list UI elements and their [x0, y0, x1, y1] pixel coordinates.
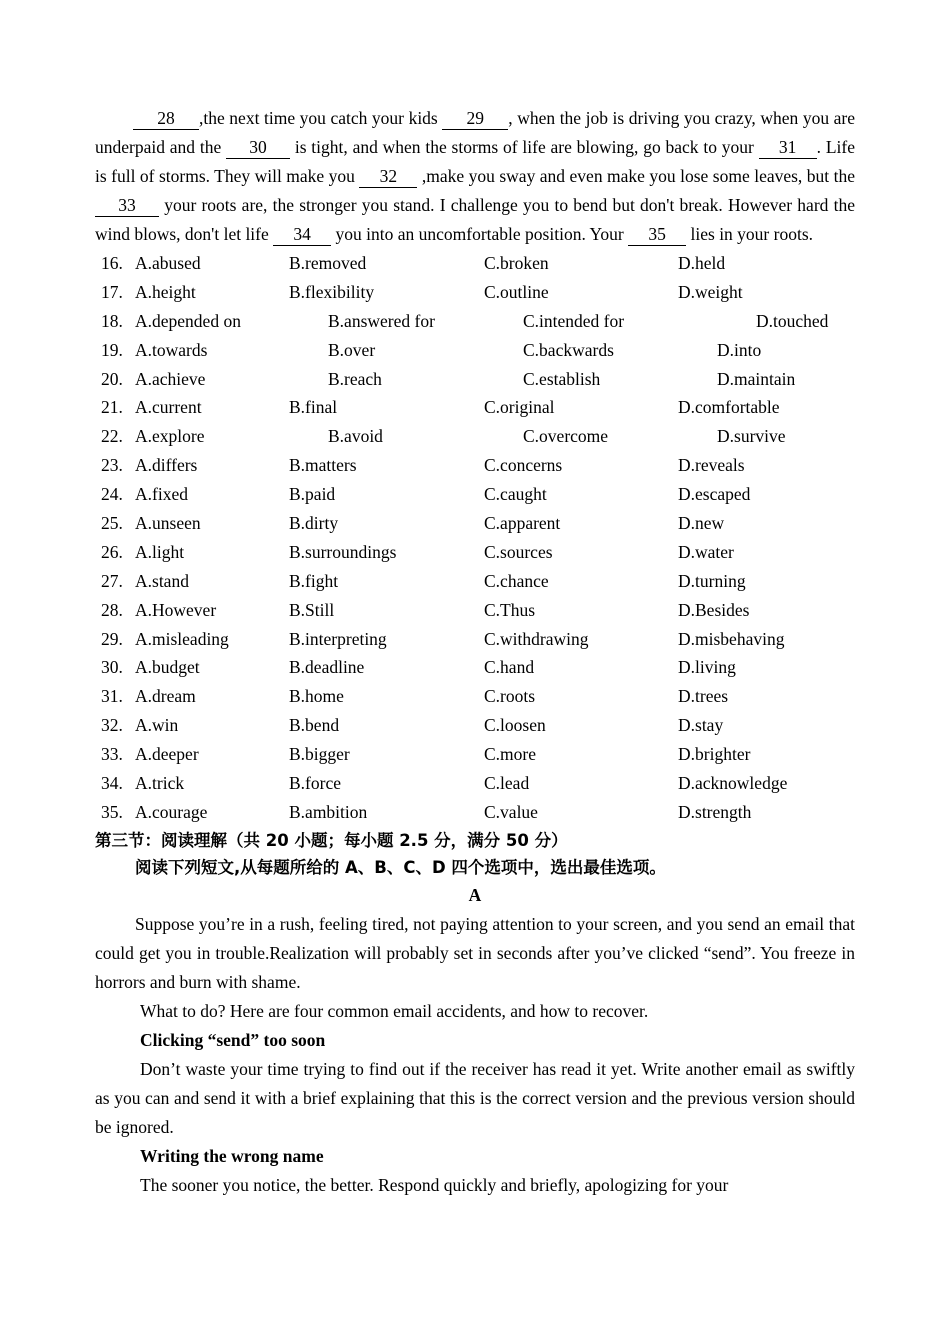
option-c: C.original [484, 397, 555, 418]
question-row [95, 249, 855, 278]
question-row [95, 336, 855, 365]
option-d: D.weight [678, 281, 743, 302]
option-c: C.outline [484, 281, 549, 302]
option-d: D.turning [678, 570, 746, 591]
option-a: A.budget [135, 657, 200, 678]
option-c: C.hand [484, 657, 535, 678]
option-d: D.new [678, 513, 725, 534]
question-number: 23. [101, 455, 123, 476]
option-b: B.ambition [289, 801, 368, 822]
option-b: B.interpreting [289, 628, 387, 649]
option-a: A.stand [135, 570, 189, 591]
option-b: B.flexibility [289, 281, 375, 302]
reading-paragraph: Suppose you’re in a rush, feeling tired, not paying attention to your screen, and you send an email that could get you in trouble.Realization will probably set in seconds after you’ve clicked “send”. You freeze in horrors and burn with shame. [95, 913, 855, 992]
option-b: B.Still [289, 599, 335, 620]
option-c: C.sources [484, 541, 553, 562]
question-row [95, 711, 855, 740]
question-number: 17. [101, 281, 123, 302]
question-number: 27. [101, 570, 123, 591]
section-heading: 第三节：阅读理解（共 20 小题；每小题 2.5 分，满分 50 分） [95, 830, 568, 850]
blank-33: 33 [95, 195, 159, 217]
option-b: B.over [328, 339, 376, 360]
blank-35: 35 [628, 224, 686, 246]
answer-options-list [95, 249, 855, 827]
option-d: D.stay [678, 715, 724, 736]
question-number: 29. [101, 628, 123, 649]
reading-subheading: Clicking “send” too soon [140, 1029, 326, 1050]
option-a: A.achieve [135, 368, 206, 389]
option-d: D.trees [678, 686, 729, 707]
option-d: D.water [678, 541, 734, 562]
option-a: A.towards [135, 339, 208, 360]
option-d: D.held [678, 253, 726, 273]
question-number: 16. [101, 253, 123, 273]
question-number: 28. [101, 599, 123, 620]
question-number: 26. [101, 541, 123, 562]
question-number: 34. [101, 773, 123, 794]
option-c: C.establish [523, 368, 601, 389]
reading-paragraph: What to do? Here are four common email accidents, and how to recover. [140, 1000, 649, 1021]
option-a: A.light [135, 541, 185, 562]
option-d: D.misbehaving [678, 628, 785, 649]
option-b: B.bigger [289, 744, 350, 765]
option-a: A.win [135, 715, 179, 736]
question-number: 30. [101, 657, 123, 678]
option-b: B.matters [289, 455, 357, 476]
question-row [95, 278, 855, 307]
option-c: C.overcome [523, 426, 609, 447]
blank-32: 32 [359, 166, 417, 188]
question-number: 22. [101, 426, 123, 447]
blank-30: 30 [226, 137, 290, 159]
cloze-passage: 28 ,the next time you catch your kids 29 , when the job is driving you crazy, when you are underpaid and the 30 is tight, and when the storms of life are blowing, go back to your 31 . Life is full of storms. They will make you 32 ,make you sway and even make you lose some leaves, but the 33 your roots are, the stronger you stand. I challenge you to bend but don't break. However hard the wind blows, don't let life 34 you into an uncomfortable position. Your 35 lies in your roots. [95, 108, 855, 244]
option-c: C.broken [484, 253, 549, 273]
option-b: B.home [289, 686, 344, 707]
reading-paragraph: Don’t waste your time trying to find out if the receiver has read it yet. Write another email as swiftly as you can and send it with a brief explaining that this is the correct version and the previous version should be ignored. [95, 1058, 855, 1137]
question-number: 21. [101, 397, 123, 418]
option-b: B.dirty [289, 513, 339, 534]
question-number: 32. [101, 715, 123, 736]
option-b: B.bend [289, 715, 340, 736]
option-d: D.maintain [717, 368, 796, 389]
option-b: B.deadline [289, 657, 365, 678]
exam-page [95, 104, 855, 1200]
option-b: B.avoid [328, 426, 383, 447]
option-a: A.depended on [135, 310, 241, 331]
option-a: A.fixed [135, 484, 188, 505]
question-row [95, 625, 855, 654]
option-c: C.apparent [484, 513, 561, 534]
option-a: A.deeper [135, 744, 199, 765]
option-c: C.chance [484, 570, 549, 591]
option-a: A.abused [135, 253, 201, 273]
option-c: C.Thus [484, 599, 536, 620]
question-number: 35. [101, 801, 123, 822]
option-a: A.misleading [135, 628, 229, 649]
option-a: A.differs [135, 455, 198, 476]
question-row [95, 682, 855, 711]
blank-29: 29 [442, 108, 508, 130]
option-d: D.brighter [678, 744, 751, 765]
option-c: C.loosen [484, 715, 546, 736]
option-c: C.value [484, 801, 538, 822]
option-d: D.comfortable [678, 397, 780, 418]
option-c: C.roots [484, 686, 536, 707]
question-row [95, 365, 855, 394]
option-a: A.height [135, 281, 196, 302]
passage-title: A [468, 884, 482, 905]
option-d: D.into [717, 339, 762, 360]
question-row [95, 393, 855, 422]
option-a: A.courage [135, 801, 208, 822]
blank-34: 34 [273, 224, 331, 246]
option-d: D.survive [717, 426, 786, 447]
option-c: C.intended for [523, 310, 625, 331]
question-row [95, 769, 855, 798]
blank-31: 31 [759, 137, 817, 159]
question-row [95, 422, 855, 451]
option-b: B.paid [289, 484, 336, 505]
question-number: 24. [101, 484, 123, 505]
option-b: B.force [289, 773, 341, 794]
option-d: D.strength [678, 801, 752, 822]
option-d: D.acknowledge [678, 773, 788, 794]
option-b: B.removed [289, 253, 367, 273]
reading-paragraph: The sooner you notice, the better. Respond quickly and briefly, apologizing for your [140, 1174, 729, 1195]
option-d: D.escaped [678, 484, 751, 505]
option-b: B.answered for [328, 310, 435, 331]
question-row [95, 480, 855, 509]
question-row [95, 451, 855, 480]
question-number: 25. [101, 513, 123, 534]
question-row [95, 509, 855, 538]
option-b: B.fight [289, 570, 339, 591]
option-c: C.concerns [484, 455, 563, 476]
option-d: D.living [678, 657, 736, 678]
option-b: B.reach [328, 368, 382, 389]
section-instruction: 阅读下列短文,从每题所给的 A、B、C、D 四个选项中，选出最佳选项。 [135, 857, 666, 877]
question-row [95, 653, 855, 682]
question-row [95, 307, 855, 336]
option-c: C.caught [484, 484, 547, 505]
reading-subheading: Writing the wrong name [140, 1145, 324, 1166]
option-a: A.current [135, 397, 202, 418]
option-c: C.lead [484, 773, 530, 794]
option-b: B.final [289, 397, 338, 418]
option-a: A.dream [135, 686, 196, 707]
option-d: D.Besides [678, 599, 750, 620]
question-number: 20. [101, 368, 123, 389]
question-row [95, 596, 855, 625]
question-row [95, 798, 855, 827]
question-number: 18. [101, 310, 123, 331]
option-a: A.explore [135, 426, 205, 447]
question-number: 33. [101, 744, 123, 765]
option-c: C.withdrawing [484, 628, 589, 649]
option-d: D.touched [756, 310, 829, 331]
option-a: A.However [135, 599, 217, 620]
option-a: A.unseen [135, 513, 201, 534]
question-number: 19. [101, 339, 123, 360]
question-row [95, 538, 855, 567]
option-c: C.backwards [523, 339, 614, 360]
option-c: C.more [484, 744, 537, 765]
question-row [95, 567, 855, 596]
option-d: D.reveals [678, 455, 745, 476]
question-row [95, 740, 855, 769]
option-b: B.surroundings [289, 541, 397, 562]
option-a: A.trick [135, 773, 185, 794]
blank-28: 28 [133, 108, 199, 130]
question-number: 31. [101, 686, 123, 707]
